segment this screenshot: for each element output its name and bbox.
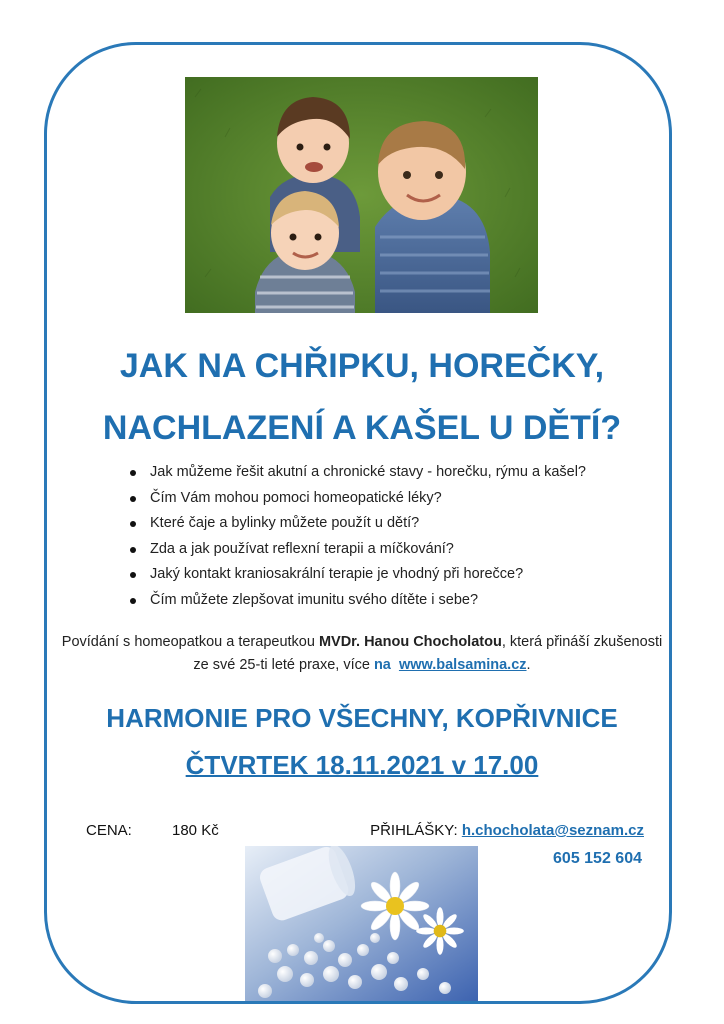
list-item: Které čaje a bylinky můžete použít u dětí?	[128, 511, 586, 537]
list-item: Jak můžeme řešit akutní a chronické stavy - horečku, rýmu a kašel?	[128, 460, 586, 486]
list-item: Jaký kontakt kraniosakrální terapie je vhodný při horečce?	[128, 562, 586, 588]
registration-label: PŘIHLÁŠKY:	[370, 822, 462, 839]
venue-heading: HARMONIE PRO VŠECHNY, KOPŘIVNICE	[106, 703, 618, 733]
phone-number: 605 152 604	[553, 850, 642, 867]
list-item: Čím Vám mohou pomoci homeopatické léky?	[128, 486, 586, 512]
globules-photo	[245, 846, 478, 1001]
date-text: ČTVRTEK 18.11.2021 v 17.00	[185, 750, 539, 780]
registration-line	[370, 822, 644, 839]
intro-text-2: , která přináší zkušenosti ze své 25-ti leté praxe, více	[193, 634, 663, 673]
link-prefix: na	[373, 657, 391, 673]
intro-text-3: .	[526, 657, 531, 673]
list-item: Zda a jak používat reflexní terapii a míčkování?	[128, 537, 586, 563]
price-label: CENA:	[86, 822, 132, 839]
headline-line-2: NACHLAZENÍ A KAŠEL U DĚTÍ?	[102, 409, 622, 447]
question-list	[128, 460, 586, 613]
date-heading	[60, 748, 664, 782]
intro-text-1: Povídání s homeopatkou a terapeutkou	[61, 634, 319, 650]
lecturer-name: MVDr. Hanou Chocholatou	[318, 634, 502, 650]
website-link[interactable]: www.balsamina.cz	[398, 657, 527, 673]
price-value: 180 Kč	[172, 822, 219, 839]
headline-line-1: JAK NA CHŘIPKU, HOREČKY,	[119, 347, 605, 385]
children-photo	[185, 77, 538, 313]
email-link[interactable]: h.chocholata@seznam.cz	[461, 822, 644, 839]
intro-paragraph	[60, 631, 664, 677]
list-item: Čím můžete zlepšovat imunitu svého dítěte i sebe?	[128, 588, 586, 614]
